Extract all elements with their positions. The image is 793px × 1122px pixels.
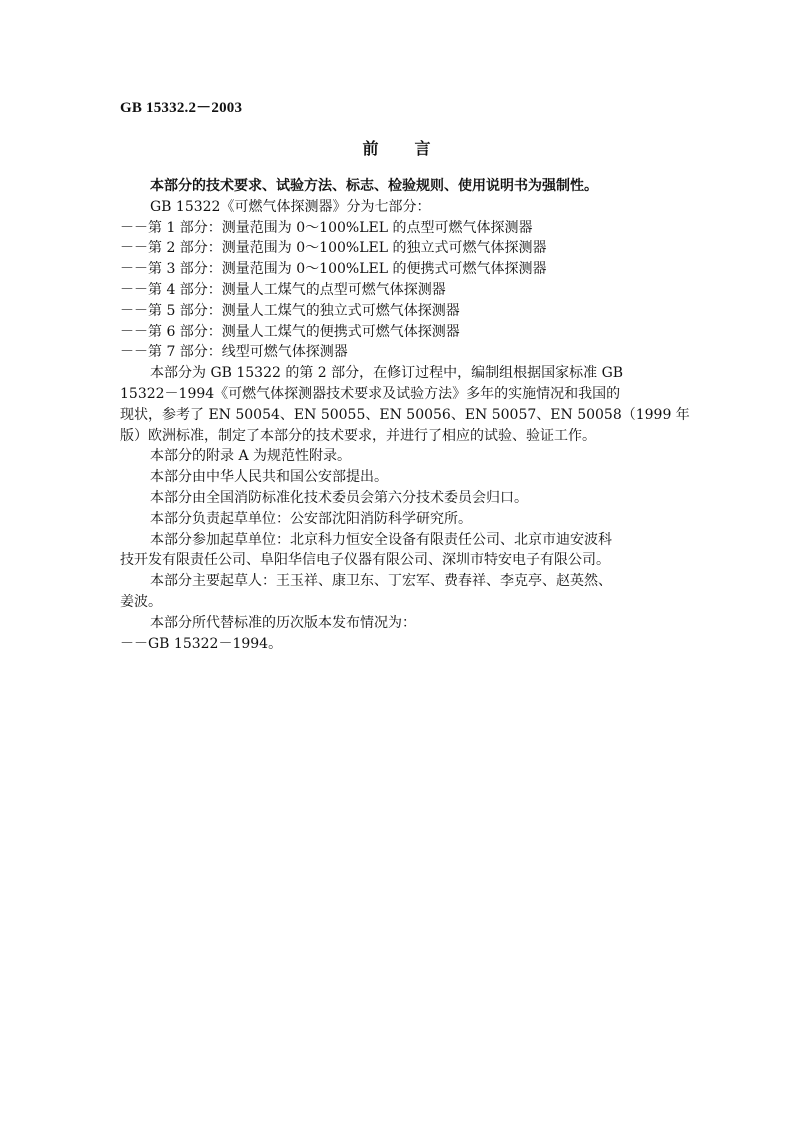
page-title [0, 136, 793, 159]
drafting-unit: 本部分负责起草单位：公安部沈阳消防科学研究所。 [150, 510, 472, 527]
appendix-statement: 本部分的附录 A 为规范性附录。 [150, 448, 352, 465]
list-item: －－第 5 部分：测量人工煤气的独立式可燃气体探测器 [120, 302, 460, 319]
centralized-by: 本部分由全国消防标准化技术委员会第六分技术委员会归口。 [150, 489, 528, 506]
standard-code: GB 15332.2－2003 [120, 100, 243, 116]
history-item: －－GB 15322－1994。 [120, 635, 283, 652]
main-drafters [120, 571, 674, 613]
paragraph-line: 技开发有限责任公司、阜阳华信电子仪器有限公司、深圳市特安电子有限公司。 [120, 552, 610, 569]
history-intro: 本部分所代替标准的历次版本发布情况为： [150, 614, 416, 631]
revision-paragraph [120, 363, 690, 446]
title-char-2: 言 [414, 139, 431, 158]
parts-intro: GB 15322《可燃气体探测器》分为七部分： [150, 198, 431, 215]
list-item: －－第 1 部分：测量范围为 0～100%LEL 的点型可燃气体探测器 [120, 219, 533, 236]
paragraph-line: 本部分参加起草单位：北京科力恒安全设备有限责任公司、北京市迪安波科 [150, 531, 612, 548]
title-char-1: 前 [362, 139, 379, 158]
paragraph-line: 本部分为 GB 15322 的第 2 部分，在修订过程中，编制组根据国家标准 GB [150, 365, 624, 382]
list-item: －－第 6 部分：测量人工煤气的便携式可燃气体探测器 [120, 323, 460, 340]
participating-units [120, 530, 674, 572]
foreword-body [120, 176, 690, 654]
paragraph-line: 15322－1994《可燃气体探测器技术要求及试验方法》多年的实施情况和我国的 [120, 385, 621, 402]
paragraph-line: 姜波。 [120, 593, 162, 610]
proposed-by: 本部分由中华人民共和国公安部提出。 [150, 469, 388, 486]
paragraph-line: 本部分主要起草人：王玉祥、康卫东、丁宏军、费春祥、李克亭、赵英然、 [150, 573, 612, 590]
paragraph-line: 版）欧洲标准，制定了本部分的技术要求，并进行了相应的试验、验证工作。 [120, 427, 596, 444]
mandatory-statement: 本部分的技术要求、试验方法、标志、检验规则、使用说明书为强制性。 [150, 178, 598, 194]
parts-list [120, 218, 674, 364]
list-item: －－第 7 部分：线型可燃气体探测器 [120, 344, 348, 361]
list-item: －－第 2 部分：测量范围为 0～100%LEL 的独立式可燃气体探测器 [120, 240, 547, 257]
list-item: －－第 3 部分：测量范围为 0～100%LEL 的便携式可燃气体探测器 [120, 261, 547, 278]
list-item: －－第 4 部分：测量人工煤气的点型可燃气体探测器 [120, 281, 446, 298]
paragraph-line: 现状，参考了 EN 50054、EN 50055、EN 50056、EN 50057、EN 50058（1999 年 [120, 406, 690, 423]
